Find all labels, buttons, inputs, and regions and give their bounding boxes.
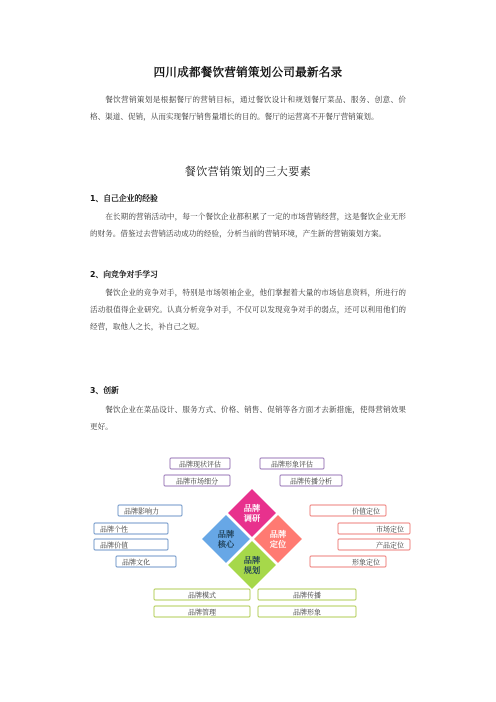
- paragraph-3: 餐饮企业在菜品设计、服务方式、价格、销售、促销等各方面才去新措施，使得营销效果更好。: [90, 405, 406, 431]
- subheading-2: 2、向竞争对手学习: [90, 270, 158, 279]
- diamond-planning-label-line-1: 品牌: [243, 555, 261, 565]
- left-box-1-label: 品牌影响力: [124, 507, 159, 516]
- right-box-3-label: 产品定位: [376, 541, 404, 550]
- paragraph-1: 在长期的营销活动中，每一个餐饮企业都积累了一定的市场营销经营，这是餐饮企业无形的财务。借鉴过去营销活动成功的经验，分析当前的营销环境，产生新的营销策划方案。: [90, 212, 406, 238]
- diamond-core-label-line-1: 品牌: [217, 529, 235, 539]
- left-box-3-label: 品牌价值: [100, 541, 128, 550]
- bottom-box-4-label: 品牌形象: [293, 608, 321, 617]
- subheading-1: 1、自己企业的经验: [90, 194, 158, 203]
- top-box-3-label: 品牌市场细分: [176, 477, 218, 486]
- right-box-4-label: 形象定位: [352, 558, 380, 567]
- diamond-planning-label-line-2: 规划: [243, 565, 261, 575]
- section-heading: 餐饮营销策划的三大要素: [184, 165, 312, 178]
- subheading-3: 3、创新: [90, 386, 119, 395]
- diamond-research-label-line-1: 品牌: [243, 503, 261, 513]
- bottom-box-3-label: 品牌管理: [188, 608, 216, 617]
- right-box-1-label: 价值定位: [352, 507, 380, 516]
- diamond-research-label-line-2: 调研: [243, 513, 261, 523]
- top-box-2-label: 品牌形象评估: [271, 460, 313, 469]
- diamond-positioning-label-line-1: 品牌: [269, 529, 287, 539]
- left-box-4-label: 品牌文化: [122, 558, 150, 567]
- bottom-box-2-label: 品牌传播: [293, 591, 321, 600]
- document-title: 四川成都餐饮营销策划公司最新名录: [153, 65, 343, 79]
- top-box-1-label: 品牌现状评估: [179, 460, 221, 469]
- intro-paragraph: 餐饮营销策划是根据餐厅的营销目标，通过餐饮设计和规划餐厅菜品、服务、创意、价格、渠道、促销，从而实现餐厅销售量增长的目的。餐厅的运营离不开餐厅营销策划。: [90, 95, 406, 121]
- brand-strategy-diagram: [92, 453, 412, 625]
- left-box-2-label: 品牌个性: [100, 525, 128, 534]
- diamond-positioning-label-line-2: 定位: [269, 539, 287, 549]
- bottom-box-1-label: 品牌模式: [188, 591, 216, 600]
- right-box-2-label: 市场定位: [376, 525, 404, 534]
- paragraph-2: 餐饮企业的竞争对手，特别是市场领袖企业，他们掌握着大量的市场信息资料，所进行的活动很值得企业研究。认真分析竞争对手，不仅可以发现竞争对手的弱点，还可以利用他们的经营，取他人之长，补自己之短。: [90, 288, 406, 331]
- diamond-core-label-line-2: 核心: [217, 539, 235, 549]
- top-box-4-label: 品牌传播分析: [290, 477, 332, 486]
